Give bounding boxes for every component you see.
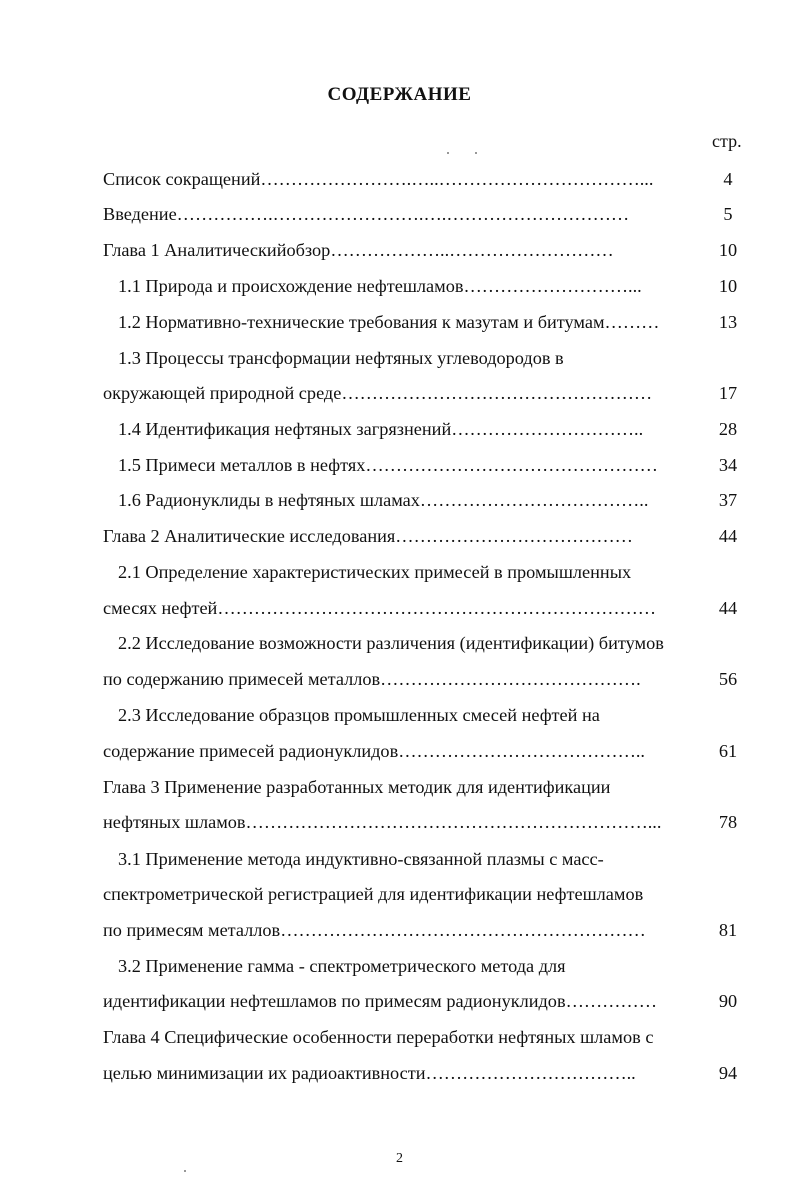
toc-entry-page: 5 — [723, 204, 733, 224]
toc-entry-text: 1.5 Примеси металлов в нефтях………………………………………… — [118, 455, 658, 475]
toc-entry — [0, 984, 799, 1018]
toc-entry-page: 61 — [718, 741, 738, 761]
toc-entry — [0, 662, 799, 696]
toc-entry — [0, 698, 799, 732]
scan-speck — [475, 152, 477, 154]
toc-entry — [0, 591, 799, 625]
toc-entry-text: Глава 1 Аналитическийобзор………………..……………………… — [103, 240, 614, 260]
toc-entry-text: 1.1 Природа и происхождение нефтешламов………………………... — [118, 276, 642, 296]
toc-entry-page: 10 — [718, 276, 738, 296]
toc-entry — [0, 269, 799, 303]
page-number: 2 — [396, 1151, 403, 1166]
toc-entry-text: Введение…………….…………………….….………………………… — [103, 204, 630, 224]
toc-entry — [0, 626, 799, 660]
toc-entry-text: 1.3 Процессы трансформации нефтяных углеводородов в — [118, 348, 564, 368]
toc-entry — [0, 770, 799, 804]
toc-entry-page: 37 — [718, 490, 738, 510]
toc-entry-text: нефтяных шламов…………………………………………………………... — [103, 812, 662, 832]
toc-entry-page: 17 — [718, 383, 738, 403]
toc-entry-text: 1.6 Радионуклиды в нефтяных шламах……………………………….. — [118, 490, 649, 510]
toc-entry — [0, 412, 799, 446]
toc-entry-page: 44 — [718, 598, 738, 618]
toc-entry-text: по содержанию примесей металлов……………………………………. — [103, 669, 641, 689]
toc-entry-page: 13 — [718, 312, 738, 332]
toc-entry-page: 56 — [718, 669, 738, 689]
toc-entry-text: Глава 2 Аналитические исследования………………………………… — [103, 526, 633, 546]
scan-speck — [184, 1170, 186, 1172]
page-column-label: стр. — [712, 131, 742, 151]
toc-entry — [0, 197, 799, 231]
toc-entry-text: целью минимизации их радиоактивности…………………………….. — [103, 1063, 636, 1083]
toc-entry-text: Список сокращений…………………….…..……………………………... — [103, 169, 654, 189]
toc-entry — [0, 483, 799, 517]
toc-entry-page: 44 — [718, 526, 738, 546]
toc-entry — [0, 734, 799, 768]
toc-entry-page: 4 — [723, 169, 733, 189]
toc-entry-text: окружающей природной среде…………………………………………… — [103, 383, 653, 403]
toc-entry-text: 1.4 Идентификация нефтяных загрязнений………………………….. — [118, 419, 644, 439]
toc-entry-text: спектрометрической регистрацией для идентификации нефтешламов — [103, 884, 644, 904]
toc-entry — [0, 341, 799, 375]
toc-entry-page: 34 — [718, 455, 738, 475]
toc-entry — [0, 1020, 799, 1054]
toc-entry-text: 3.2 Применение гамма - спектрометрического метода для — [118, 956, 566, 976]
toc-entry-text: 2.3 Исследование образцов промышленных смесей нефтей на — [118, 705, 600, 725]
toc-entry — [0, 519, 799, 553]
toc-entry — [0, 842, 799, 876]
toc-entry-text: 3.1 Применение метода индуктивно-связанной плазмы с масс- — [118, 849, 604, 869]
toc-entry-text: 1.2 Нормативно-технические требования к мазутам и битумам……… — [118, 312, 660, 332]
page-title: СОДЕРЖАНИЕ — [327, 84, 472, 105]
toc-entry — [0, 162, 799, 196]
toc-entry — [0, 877, 799, 911]
toc-entry — [0, 949, 799, 983]
toc-entry — [0, 448, 799, 482]
toc-entry-page: 81 — [718, 920, 738, 940]
toc-entry-page: 78 — [718, 812, 738, 832]
toc-entry-page: 90 — [718, 991, 738, 1011]
toc-entry-text: по примесям металлов…………………………………………………… — [103, 920, 646, 940]
toc-entry-text: 2.1 Определение характеристических примесей в промышленных — [118, 562, 632, 582]
toc-entry-text: идентификации нефтешламов по примесям радионуклидов…………… — [103, 991, 657, 1011]
scan-speck — [447, 152, 449, 154]
toc-entry — [0, 1056, 799, 1090]
toc-entry-page: 10 — [718, 240, 738, 260]
toc-entry — [0, 233, 799, 267]
toc-entry-text: смесях нефтей……………………………………………………………… — [103, 598, 657, 618]
toc-entry-text: Глава 4 Специфические особенности переработки нефтяных шламов с — [103, 1027, 654, 1047]
toc-entry — [0, 376, 799, 410]
toc-entry-text: Глава 3 Применение разработанных методик для идентификации — [103, 777, 611, 797]
toc-entry — [0, 805, 799, 839]
toc-entry-page: 94 — [718, 1063, 738, 1083]
toc-entry-page: 28 — [718, 419, 738, 439]
toc-entry — [0, 305, 799, 339]
toc-entry — [0, 555, 799, 589]
toc-entry-text: содержание примесей радионуклидов………………………………….. — [103, 741, 645, 761]
toc-entry — [0, 913, 799, 947]
toc-entry-text: 2.2 Исследование возможности различения (идентификации) битумов — [118, 633, 664, 653]
